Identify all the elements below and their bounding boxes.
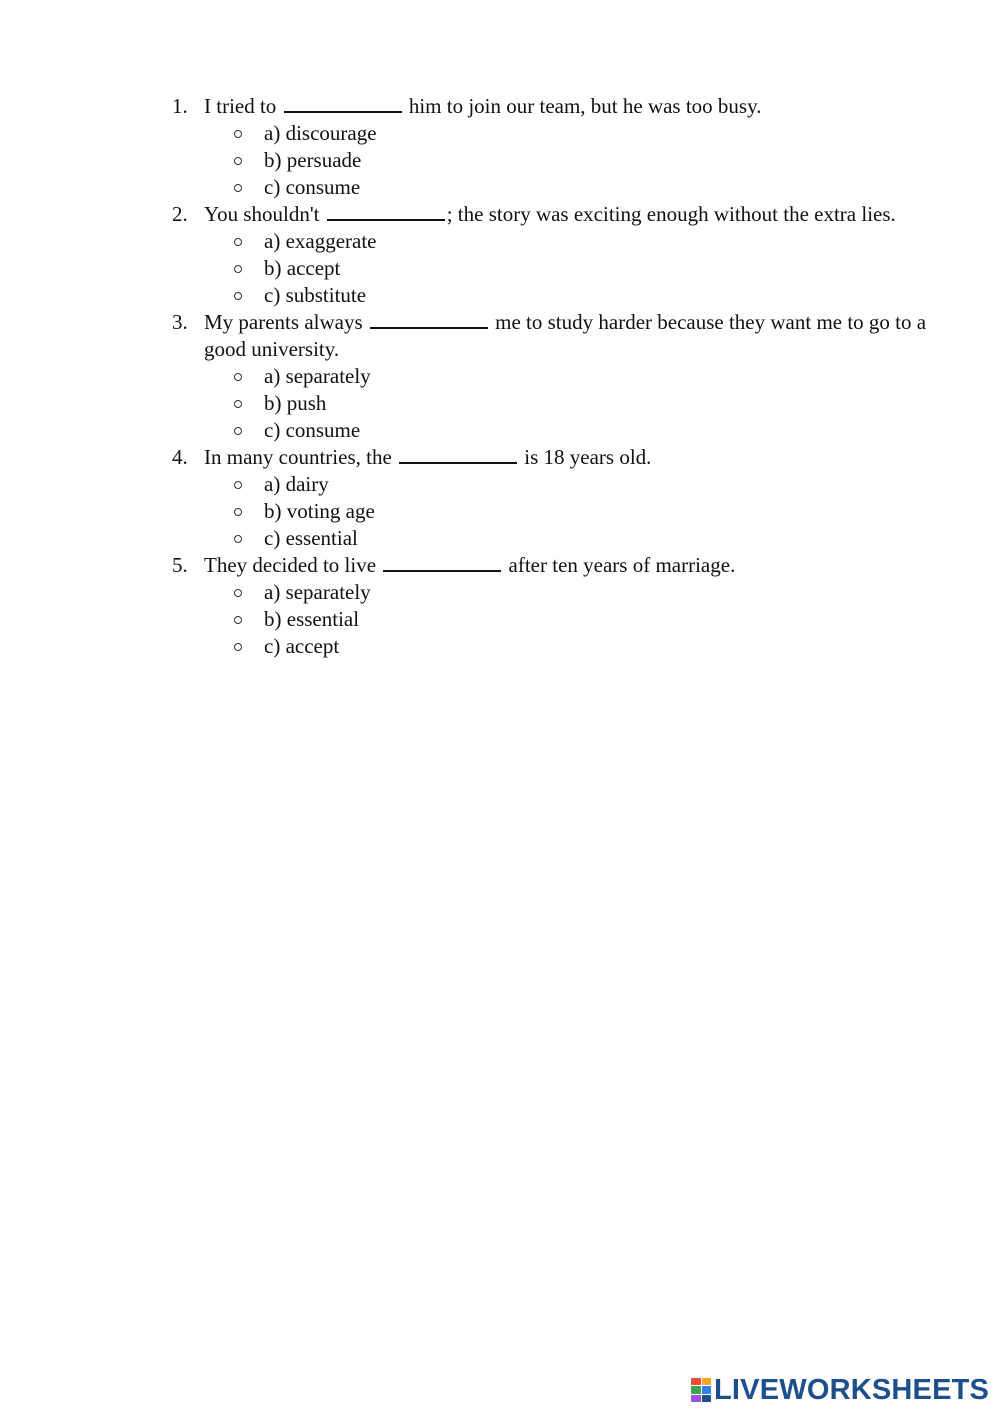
question-5 [0, 552, 1000, 660]
option-list [204, 579, 930, 660]
question-number: 1. [172, 94, 188, 118]
circle-bullet-icon [234, 481, 242, 489]
liveworksheets-logo [691, 1374, 989, 1406]
circle-bullet-icon [234, 643, 242, 651]
option-b[interactable]: b) persuade [0, 147, 930, 174]
question-text: My parents always me to study harder because they want me to go to a good university. [204, 310, 927, 361]
question-text: You shouldn't ; the story was exciting enough without the extra lies. [204, 202, 896, 226]
option-b[interactable]: b) essential [0, 606, 930, 633]
logo-block [702, 1395, 712, 1402]
question-2 [0, 201, 1000, 309]
logo-block [691, 1395, 701, 1402]
option-a[interactable]: a) dairy [0, 471, 930, 498]
circle-bullet-icon [234, 535, 242, 543]
circle-bullet-icon [234, 373, 242, 381]
answer-blank[interactable] [327, 202, 445, 221]
circle-bullet-icon [234, 400, 242, 408]
question-number: 3. [172, 310, 188, 334]
circle-bullet-icon [234, 589, 242, 597]
option-b[interactable]: b) accept [0, 255, 930, 282]
circle-bullet-icon [234, 265, 242, 273]
logo-block [691, 1378, 701, 1385]
option-a[interactable]: a) exaggerate [0, 228, 930, 255]
option-a[interactable]: a) separately [0, 363, 930, 390]
option-list [204, 120, 930, 201]
logo-block [691, 1386, 701, 1393]
worksheet [0, 93, 1000, 660]
circle-bullet-icon [234, 238, 242, 246]
circle-bullet-icon [234, 157, 242, 165]
option-c[interactable]: c) consume [0, 174, 930, 201]
circle-bullet-icon [234, 427, 242, 435]
question-text: I tried to him to join our team, but he was too busy. [204, 94, 762, 118]
logo-text: LIVEWORKSHEETS [714, 1373, 990, 1406]
option-a[interactable]: a) discourage [0, 120, 930, 147]
logo-block [702, 1386, 712, 1393]
option-b[interactable]: b) voting age [0, 498, 930, 525]
question-number: 5. [172, 553, 188, 577]
answer-blank[interactable] [383, 553, 501, 572]
answer-blank[interactable] [370, 310, 488, 329]
logo-blocks-icon [691, 1378, 711, 1402]
option-list [204, 228, 930, 309]
option-c[interactable]: c) essential [0, 525, 930, 552]
question-number: 4. [172, 445, 188, 469]
circle-bullet-icon [234, 184, 242, 192]
circle-bullet-icon [234, 616, 242, 624]
option-c[interactable]: c) consume [0, 417, 930, 444]
option-c[interactable]: c) accept [0, 633, 930, 660]
question-text: In many countries, the is 18 years old. [204, 445, 652, 469]
question-text: They decided to live after ten years of marriage. [204, 553, 736, 577]
circle-bullet-icon [234, 292, 242, 300]
circle-bullet-icon [234, 508, 242, 516]
answer-blank[interactable] [284, 94, 402, 113]
circle-bullet-icon [234, 130, 242, 138]
option-list [204, 471, 930, 552]
option-list [204, 363, 930, 444]
option-c[interactable]: c) substitute [0, 282, 930, 309]
question-1 [0, 93, 1000, 201]
question-3 [0, 309, 1000, 444]
option-a[interactable]: a) separately [0, 579, 930, 606]
answer-blank[interactable] [399, 445, 517, 464]
question-4 [0, 444, 1000, 552]
logo-block [702, 1378, 712, 1385]
option-b[interactable]: b) push [0, 390, 930, 417]
question-number: 2. [172, 202, 188, 226]
